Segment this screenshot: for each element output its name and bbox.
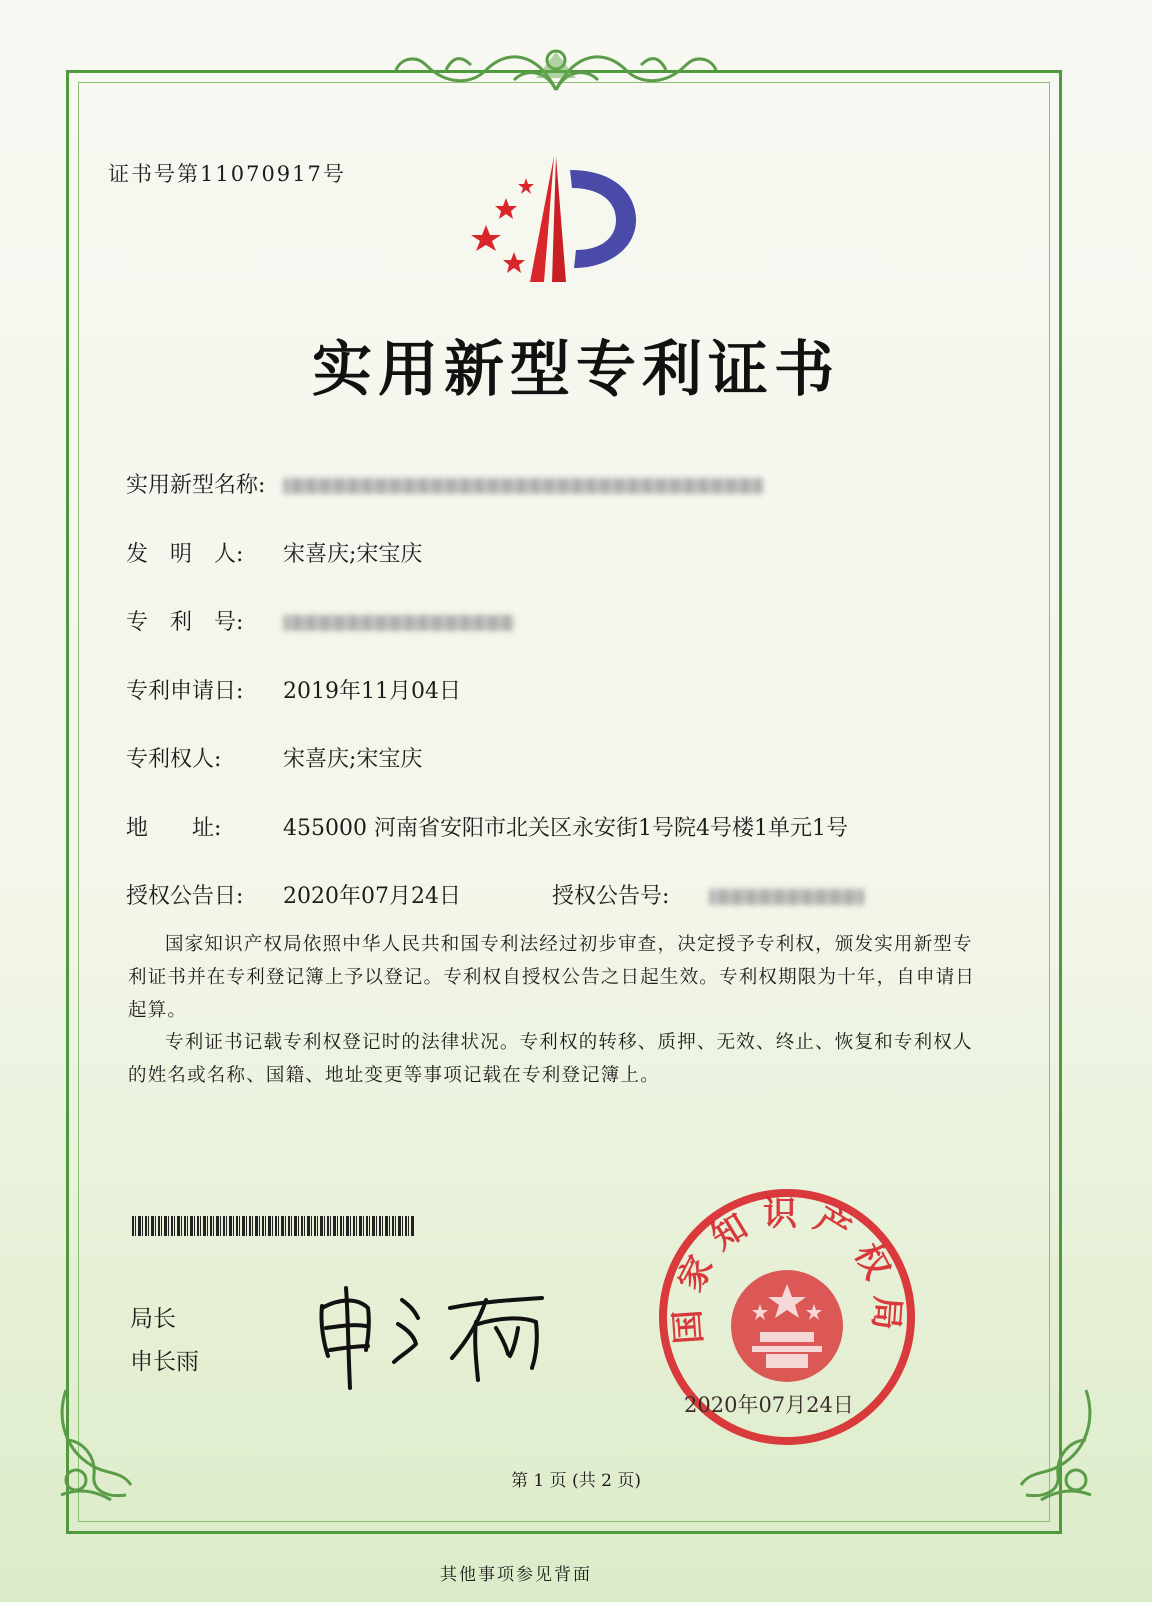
barcode [132,1216,414,1236]
field-grant-date [126,879,461,910]
director-title: 局长 [130,1306,176,1332]
field-grant-no [552,879,864,910]
field-value: 宋喜庆;宋宝庆 [283,542,423,567]
field-address [126,811,848,842]
field-label: 发 明 人: [126,542,244,567]
field-label: 专 利 号: [126,610,244,635]
redacted-value [283,615,513,631]
redacted-value [709,889,864,905]
field-label: 专利权人: [126,747,222,772]
seal-date: 2020年07月24日 [684,1393,854,1417]
field-value: 2020年07月24日 [283,884,461,909]
field-value: 2019年11月04日 [283,679,461,704]
field-label: 地 址: [126,816,222,841]
field-model-name [126,468,763,499]
field-label: 实用新型名称: [126,473,266,498]
top-ornament-icon [386,40,726,102]
field-label: 授权公告号: [552,884,670,909]
patent-office-logo-icon [466,150,646,290]
field-value: 455000 河南省安阳市北关区永安街1号院4号楼1单元1号 [283,816,848,841]
footer-note: 其他事项参见背面 [440,1565,592,1585]
director-signature [310,1284,560,1394]
seal-text: 国家知识产权局 [666,1194,908,1346]
field-patent-no [126,605,513,636]
field-value: 宋喜庆;宋宝庆 [283,747,423,772]
field-application-date [126,674,461,705]
field-label: 专利申请日: [126,679,244,704]
certificate-number: 证书号第11070917号 [108,162,346,186]
field-inventor [126,537,422,568]
field-patentee [126,742,422,773]
legal-paragraph-1: 国家知识产权局依照中华人民共和国专利法经过初步审查，决定授予专利权，颁发实用新型专利证书并在专利登记簿上予以登记。专利权自授权公告之日起生效。专利权期限为十年，自申请日起算。 [128,934,976,1021]
page-number: 第 1 页 (共 2 页) [511,1471,641,1491]
legal-paragraph-2: 专利证书记载专利权登记时的法律状况。专利权的转移、质押、无效、终止、恢复和专利权人的姓名或名称、国籍、地址变更等事项记载在专利登记簿上。 [128,1032,973,1086]
field-label: 授权公告日: [126,884,244,909]
director-name: 申长雨 [130,1349,199,1375]
redacted-value [283,478,763,494]
page-title: 实用新型专利证书 [312,335,840,405]
